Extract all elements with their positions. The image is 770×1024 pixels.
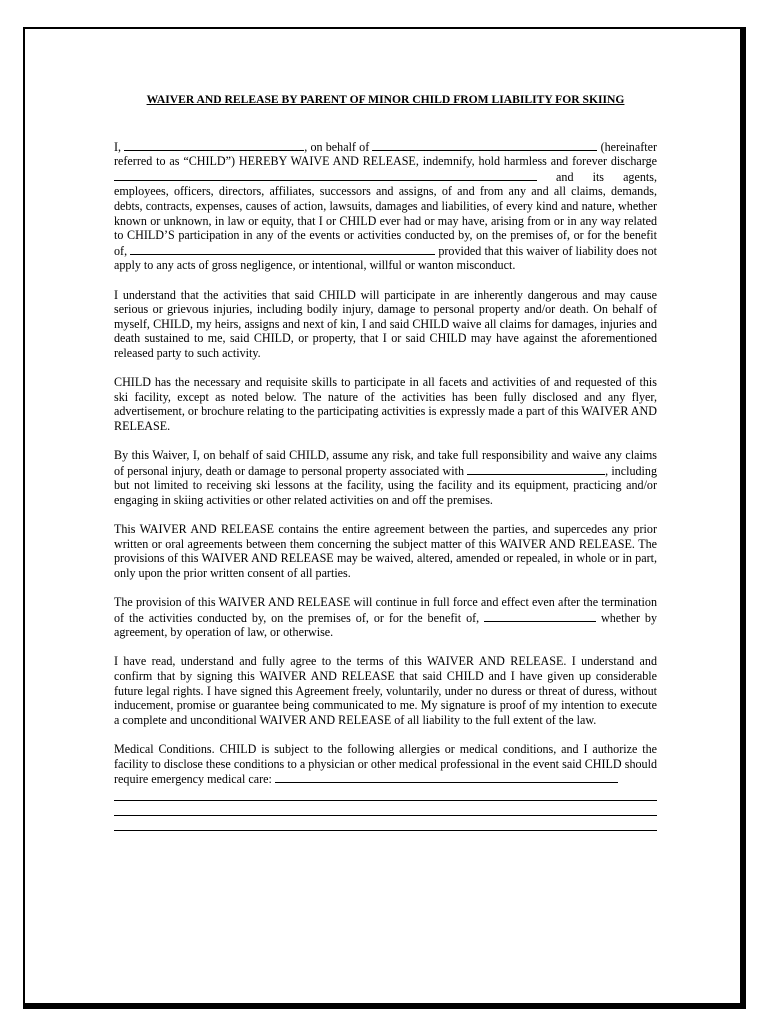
paragraph-entire-agreement: This WAIVER AND RELEASE contains the entire agreement between the parties, and supercedes any prior written or oral agreements between them concerning the subject matter of this WAIVER AND RELEASE. The provisions of this WAIVER AND RELEASE may be waived, altered, amended or repealed, in whole or in part, only upon the prior written consent of all parties. [114,522,657,580]
medical-conditions-line[interactable] [114,787,657,802]
parent-name-blank[interactable] [124,139,304,151]
paragraph-medical [114,742,657,787]
paragraph-skills: CHILD has the necessary and requisite skills to participate in all facets and activities of and requested of this ski facility, except as noted below. The nature of the activities has been fully disclosed and any flyer, advertisement, or brochure relating to the participating activities is expressly made a part of this WAIVER AND RELEASE. [114,375,657,433]
text-segment: , on behalf of [304,139,373,154]
associated-with-blank[interactable] [467,463,605,475]
text-segment: , including but not limited to receiving ski lessons at the facility, using the facility and its equipment, practicing and/or engaging in skiing activities or other related activities on and off the premises. [114,463,658,507]
text-segment: (hereinafter referred to as “CHILD”) HEREBY WAIVE AND RELEASE, indemnify, hold harmless and forever discharge [114,139,658,169]
child-name-blank[interactable] [372,139,597,151]
text-segment: Medical Conditions. CHILD is subject to the following allergies or medical conditions, and I authorize the facility to disclose these conditions to a physician or other medical professional in the event said CHILD should require emergency medical care: [114,741,657,787]
paragraph-assume-risk [114,448,657,507]
text-segment: whether by agreement, by operation of law, or otherwise. [114,610,657,640]
text-segment: I, [114,139,125,154]
text-segment: provided that this waiver of liability does not apply to any acts of gross negligence, or intentional, willful or wanton misconduct. [114,243,657,273]
document-title: WAIVER AND RELEASE BY PARENT OF MINOR CHILD FROM LIABILITY FOR SKIING [146,93,625,106]
released-party-blank[interactable] [114,169,537,181]
text-segment: By this Waiver, I, on behalf of said CHILD, assume any risk, and take full responsibility and waive any claims of personal injury, death or damage to personal property associated with [114,448,657,478]
paragraph-release [114,139,657,273]
paragraph-risks: I understand that the activities that said CHILD will participate in are inherently dangerous and may cause serious or grievous injuries, including bodily injury, damage to personal property and/or death. On behalf of myself, CHILD, my heirs, assigns and next of kin, I and said CHILD waive all claims for damages, injuries and death sustained to me, said CHILD, or property, that I or said CHILD may have against the aforementioned released party to such activity. [114,287,657,360]
medical-conditions-blank[interactable] [275,771,618,783]
premises-blank[interactable] [130,243,435,255]
text-segment: The provision of this WAIVER AND RELEASE will continue in full force and effect even after the termination of the activities conducted by, on the premises of, or for the benefit of, [114,595,657,625]
medical-conditions-line[interactable] [114,801,657,816]
document-body [114,93,657,831]
text-segment: and its agents, employees, officers, directors, affiliates, successors and assigns, of and from any and all claims, demands, debts, contracts, expenses, causes of action, lawsuits, damages and liabilities, of every kind and nature, whether known or unknown, in law or equity, that I or CHILD ever had or may have, arising from or in any way related to CHILD’S participation in any of the events or activities conducted by, on the premises of, or for the benefit of, [114,169,657,258]
medical-conditions-line[interactable] [114,816,657,831]
paragraph-acknowledgement: I have read, understand and fully agree to the terms of this WAIVER AND RELEASE. I understand and confirm that by signing this WAIVER AND RELEASE that said CHILD and I have given up considerable future legal rights. I have signed this Agreement freely, voluntarily, under no duress or threat of duress, without inducement, promise or guarantee being communicated to me. My signature is proof of my intention to execute a complete and unconditional WAIVER AND RELEASE of all liability to the full extent of the law. [114,654,657,727]
benefit-of-blank[interactable] [484,610,596,622]
paragraph-continuation [114,595,657,640]
